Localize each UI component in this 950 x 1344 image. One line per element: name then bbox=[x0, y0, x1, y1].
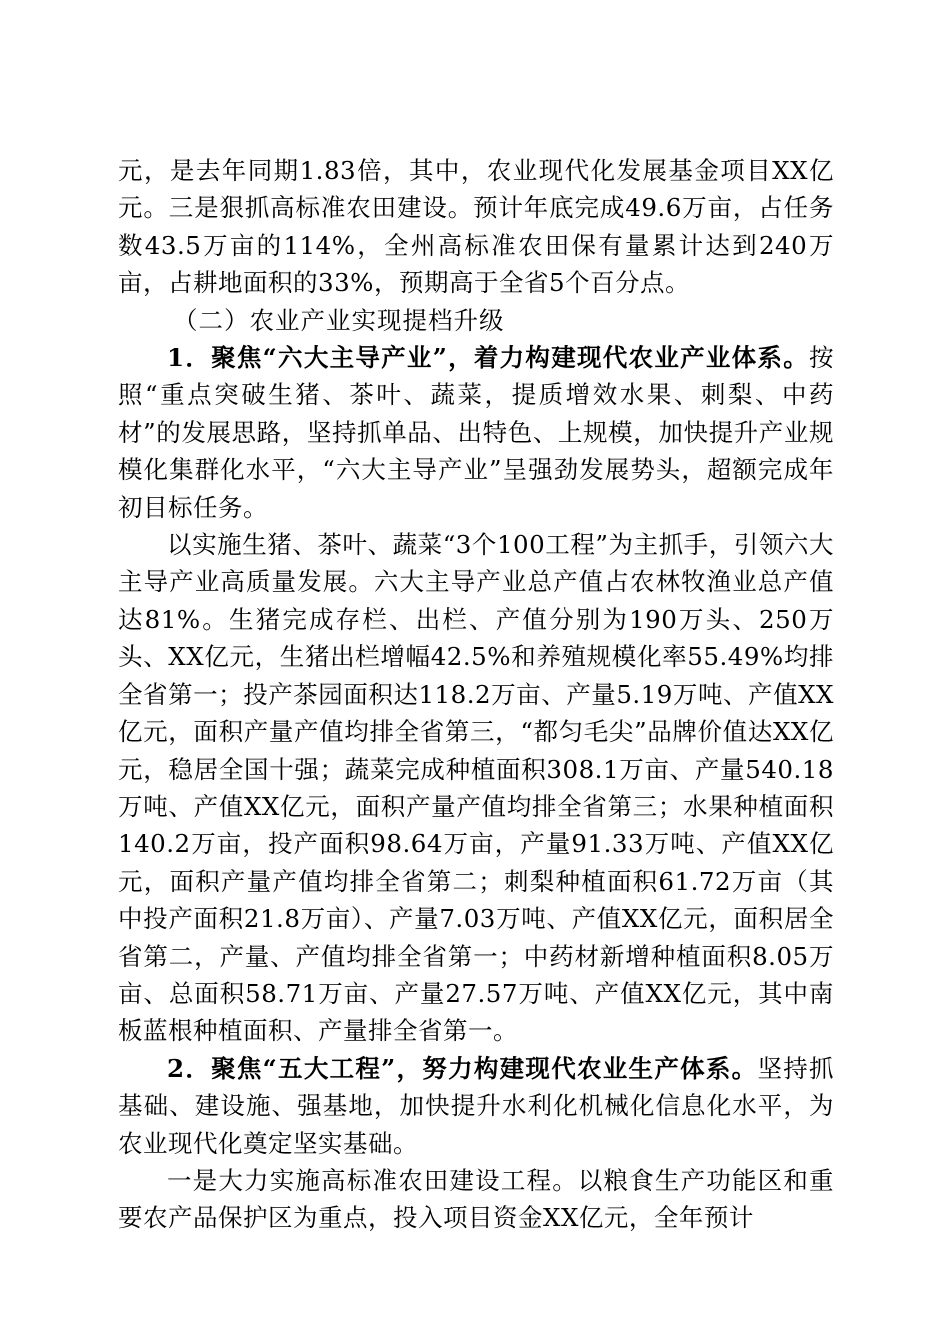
bold-subheading-1: 1．聚焦“六大主导产业”，着力构建现代农业产业体系。 bbox=[167, 343, 809, 373]
paragraph-6: 一是大力实施高标准农田建设工程。以粮食生产功能区和重要农产品保护区为重点，投入项目资金XX亿元，全年预计 bbox=[118, 1165, 834, 1233]
paragraph-5 bbox=[118, 1050, 834, 1162]
paragraph-5-body: 坚持抓基础、建设施、强基地，加快提升水利化机械化信息化水平，为农业现代化奠定坚实基础。 bbox=[118, 1053, 834, 1158]
document-page bbox=[118, 152, 834, 1237]
paragraph-3-body: 按照“重点突破生猪、茶叶、蔬菜，提质增效水果、刺梨、中药材”的发展思路，坚持抓单品、出特色、上规模，加快提升产业规模化集群化水平，“六大主导产业”呈强劲发展势头，超额完成年初目标任务。 bbox=[118, 343, 834, 522]
paragraph-3 bbox=[118, 339, 834, 526]
bold-subheading-2: 2．聚焦“五大工程”，努力构建现代农业生产体系。 bbox=[167, 1053, 758, 1083]
paragraph-4: 以实施生猪、茶叶、蔬菜“3个100工程”为主抓手，引领六大主导产业高质量发展。六大主导产业总产值占农林牧渔业总产值达81%。生猪完成存栏、出栏、产值分别为190万头、250万头、XX亿元，生猪出栏增幅42.5%和养殖规模化率55.49%均排全省第一；投产茶园面积达118.2万亩、产量5.19万吨、产值XX亿元，面积产量产值均排全省第三，“都匀毛尖”品牌价值达XX亿元，稳居全国十强；蔬菜完成种植面积308.1万亩、产量540.18万吨、产值XX亿元，面积产量产值均排全省第三；水果种植面积140.2万亩，投产面积98.64万亩，产量91.33万吨、产值XX亿元，面积产量产值均排全省第二；刺梨种植面积61.72万亩（其中投产面积21.8万亩）、产量7.03万吨、产值XX亿元，面积居全省第二，产量、产值均排全省第一；中药材新增种植面积8.05万亩、总面积58.71万亩、产量27.57万吨、产值XX亿元，其中南板蓝根种植面积、产量排全省第一。 bbox=[118, 530, 834, 1046]
paragraph-1: 元，是去年同期1.83倍，其中，农业现代化发展基金项目XX亿元。三是狠抓高标准农田建设。预计年底完成49.6万亩，占任务数43.5万亩的114%，全州高标准农田保有量累计达到240万亩，占耕地面积的33%，预期高于全省5个百分点。 bbox=[118, 156, 834, 298]
section-heading: （二）农业产业实现提档升级 bbox=[173, 305, 505, 335]
